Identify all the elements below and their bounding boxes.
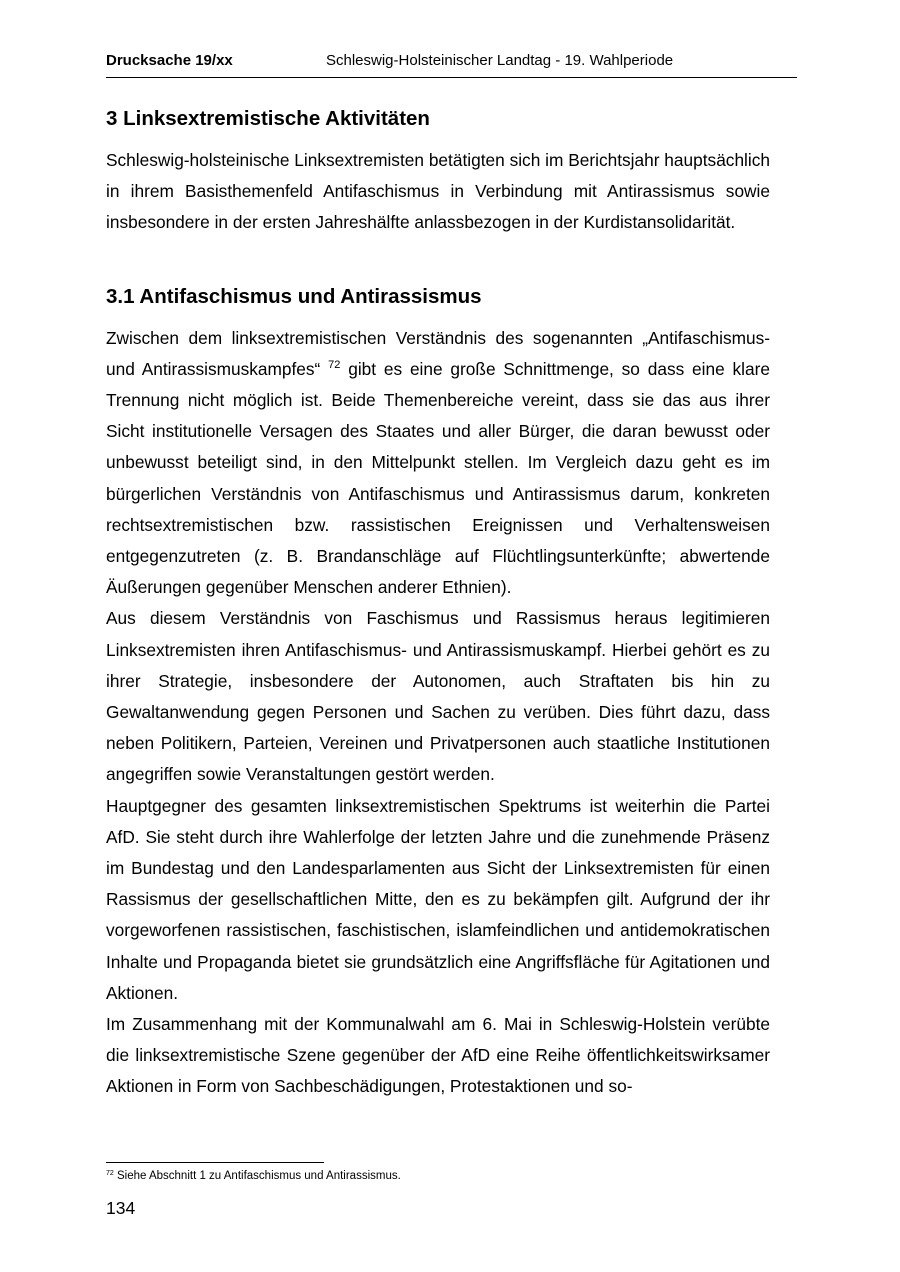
footnote-reference[interactable]: 72	[328, 358, 341, 371]
section-3-paragraph: Schleswig-holsteinische Linksextremisten betätigten sich im Berichtsjahr hauptsächlich in ihrem Basisthemenfeld Antifaschismus in Verbindung mit Antirassismus sowie insbesondere in der ersten Jahreshälfte anlassbezogen in der Kurdistansolidarität.	[106, 150, 770, 233]
paragraph-1-rest: gibt es eine große Schnittmenge, so dass eine klare Trennung nicht möglich ist. Beide Themenbereiche vereint, dass sie das aus ihrer Sicht institutionelle Versagen des Staates und aller Bürger, die daran bewusst oder unbewusst beteiligt sind, in den Mittelpunkt stellen. Im Vergleich dazu geht es im bürgerlichen Verständnis von Antifaschismus und Antirassismus darum, konkreten rechtsextremistischen bzw. rassistischen Ereignissen und Verhaltensweisen entgegenzutreten (z. B. Brandanschläge auf Flüchtlingsunterkünfte; abwertende Äußerungen gegenüber Menschen anderer Ethnien).	[106, 358, 770, 598]
footnote-number: 72	[106, 1170, 114, 1177]
page-number: 134	[106, 1198, 136, 1218]
footnote	[106, 1170, 401, 1182]
section-heading-3: 3 Linksextremistische Aktivitäten	[106, 107, 430, 130]
paragraph-4: Im Zusammenhang mit der Kommunalwahl am 6. Mai in Schleswig-Holstein verübte die linksextremistische Szene gegenüber der AfD eine Reihe öffentlichkeitswirksamer Aktionen in Form von Sachbeschädigungen, Protestaktionen und so-	[106, 1014, 770, 1097]
paragraph-1	[106, 323, 770, 604]
paragraph-2: Aus diesem Verständnis von Faschismus und Rassismus heraus legitimieren Linksextremisten ihren Antifaschismus- und Antirassismuskampf. Hierbei gehört es zu ihrer Strategie, insbesondere der Autonomen, auch Straftaten bis hin zu Gewaltanwendung gegen Personen und Sachen zu verüben. Dies führt dazu, dass neben Politikern, Parteien, Vereinen und Privatpersonen auch staatliche Institutionen angegriffen sowie Veranstaltungen gestört werden.	[106, 608, 770, 785]
paragraph-1-lead: Zwischen dem linksextremistischen Verständnis des sogenannten „Antifaschismus- und Antirassismuskampfes“	[106, 327, 770, 379]
document-number: Drucksache 19/xx	[106, 52, 233, 69]
header-title: Schleswig-Holsteinischer Landtag - 19. Wahlperiode	[326, 52, 674, 69]
section-heading-3-1: 3.1 Antifaschismus und Antirassismus	[106, 284, 482, 308]
footnote-divider	[106, 1162, 324, 1163]
paragraph-3: Hauptgegner des gesamten linksextremistischen Spektrums ist weiterhin die Partei AfD. Sie steht durch ihre Wahlerfolge der letzten Jahre und die zunehmende Präsenz im Bundestag und den Landesparlamenten aus Sicht der Linksextremisten für einen Rassismus der gesellschaftlichen Mitte, den es zu bekämpfen gilt. Aufgrund der ihr vorgeworfenen rassistischen, faschistischen, islamfeindlichen und antidemokratischen Inhalte und Propaganda bietet sie grundsätzlich eine Angriffsfläche für Agitationen und Aktionen.	[106, 795, 770, 1003]
page-header	[106, 52, 797, 78]
footnote-text: Siehe Abschnitt 1 zu Antifaschismus und Antirassismus.	[113, 1170, 401, 1182]
page-content	[106, 105, 770, 1103]
